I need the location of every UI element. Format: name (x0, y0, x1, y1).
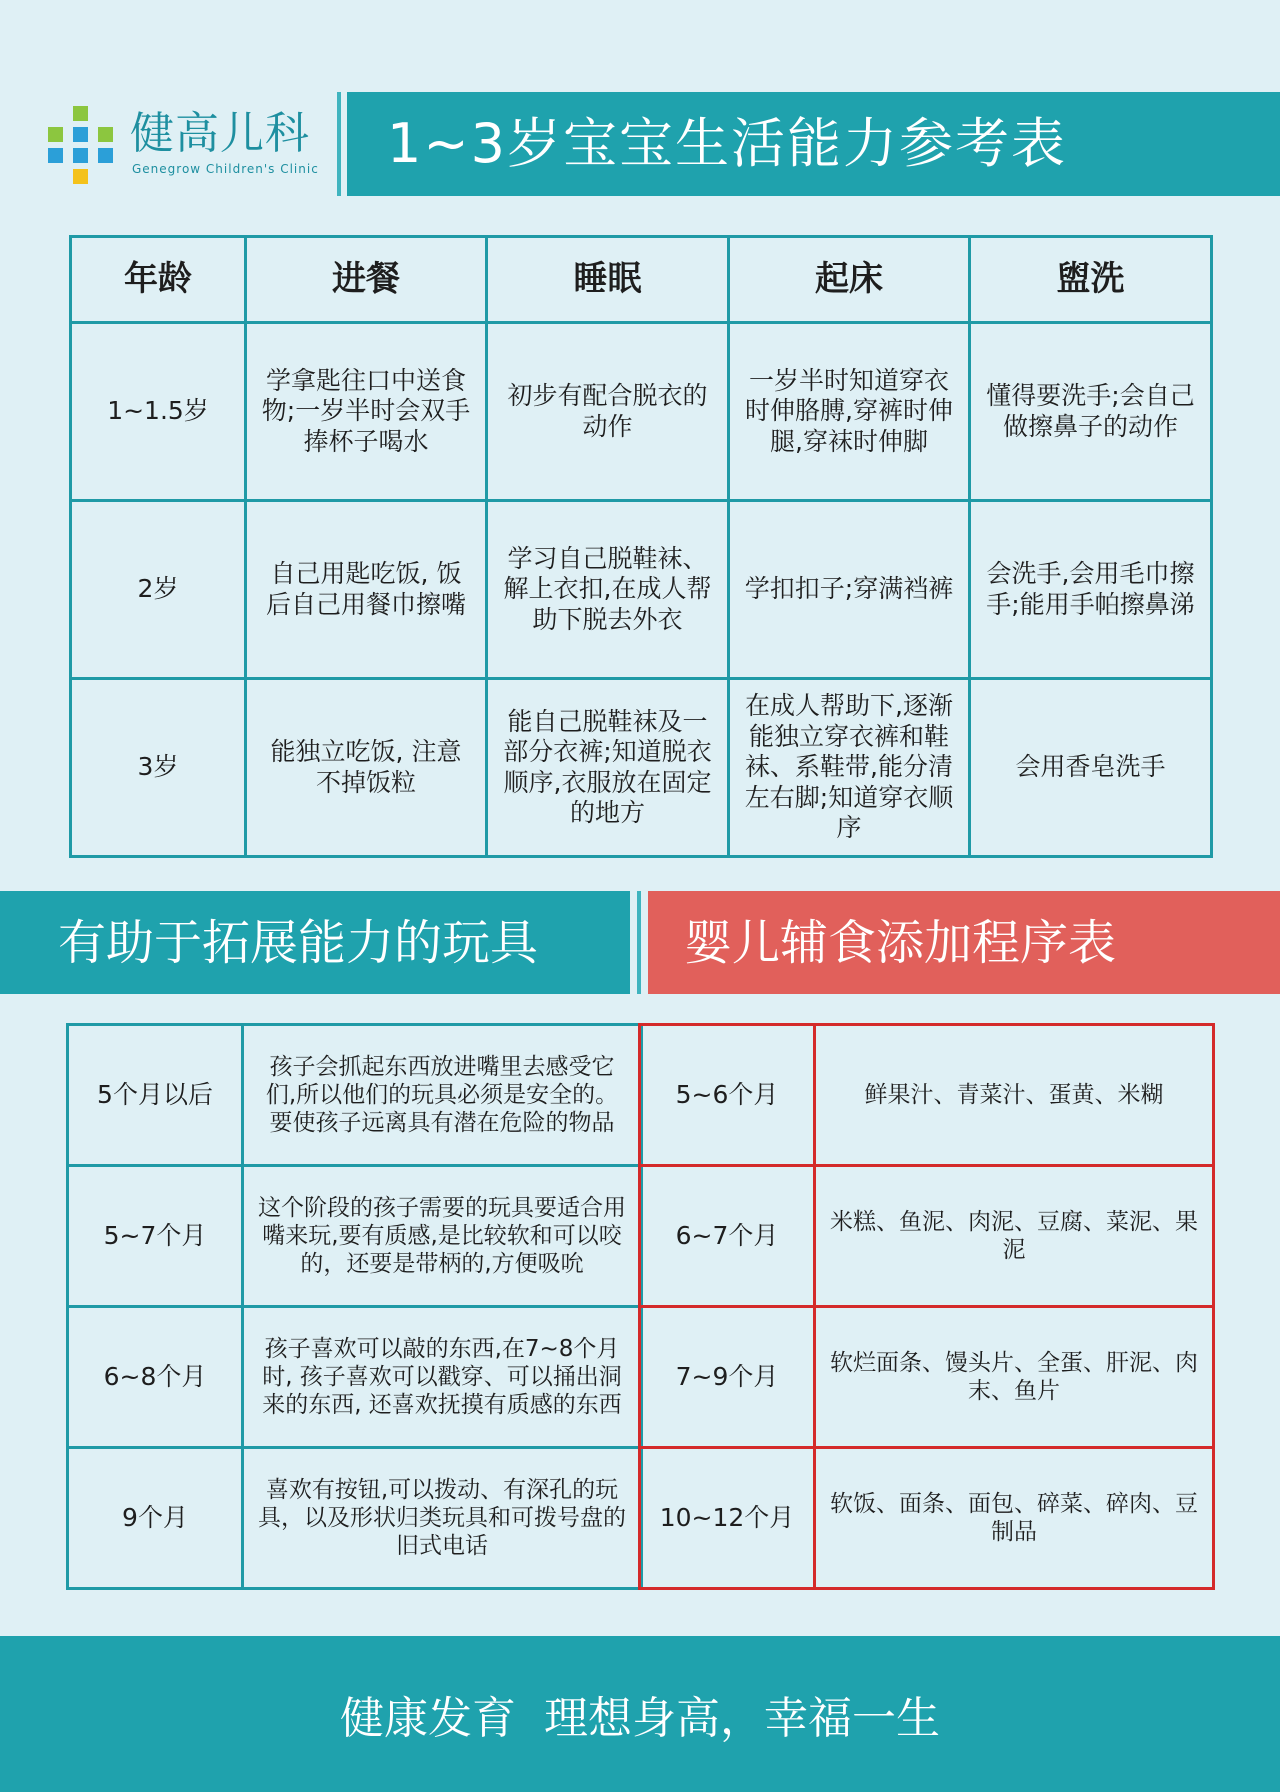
footer-banner (0, 1636, 1280, 1792)
toy-description-cell: 这个阶段的孩子需要的玩具要适合用嘴来玩,要有质感,是比较软和可以咬的，还要是带柄的,方便吸吮 (243, 1166, 642, 1307)
table-row (71, 679, 1212, 857)
ability-table (69, 235, 1213, 858)
header-sleeping: 睡眠 (487, 237, 729, 323)
getting-up-cell: 一岁半时知道穿衣时伸胳膊,穿裤时伸腿,穿袜时伸脚 (729, 323, 970, 501)
toy-description-cell: 孩子喜欢可以敲的东西,在7~8个月时, 孩子喜欢可以戳穿、可以捅出洞来的东西, 还喜欢抚摸有质感的东西 (243, 1307, 642, 1448)
eating-cell: 学拿匙往口中送食物;一岁半时会双手捧杯子喝水 (246, 323, 487, 501)
table-row (640, 1448, 1214, 1589)
toys-title: 有助于拓展能力的玩具 (58, 914, 539, 971)
food-cell: 鲜果汁、青菜汁、蛋黄、米糊 (815, 1025, 1214, 1166)
toy-description-cell: 孩子会抓起东西放进嘴里去感受它们,所以他们的玩具必须是安全的。要使孩子远离具有潜在危险的物品 (243, 1025, 642, 1166)
food-cell: 米糕、鱼泥、肉泥、豆腐、菜泥、果泥 (815, 1166, 1214, 1307)
table-row (68, 1166, 642, 1307)
washing-cell: 懂得要洗手;会自己做擦鼻子的动作 (970, 323, 1212, 501)
age-cell: 3岁 (71, 679, 246, 857)
table-row (71, 501, 1212, 679)
table-row (68, 1448, 642, 1589)
divider (637, 891, 641, 994)
food-cell: 软烂面条、馒头片、全蛋、肝泥、肉末、鱼片 (815, 1307, 1214, 1448)
divider (337, 92, 341, 196)
food-title-banner (648, 891, 1280, 994)
getting-up-cell: 学扣扣子;穿满裆裤 (729, 501, 970, 679)
washing-cell: 会洗手,会用毛巾擦手;能用手帕擦鼻涕 (970, 501, 1212, 679)
table-row (640, 1307, 1214, 1448)
sleeping-cell: 初步有配合脱衣的动作 (487, 323, 729, 501)
main-title: 1~3岁宝宝生活能力参考表 (387, 112, 1067, 175)
table-row (640, 1166, 1214, 1307)
age-cell: 5~6个月 (640, 1025, 815, 1166)
toy-description-cell: 喜欢有按钮,可以拨动、有深孔的玩具，以及形状归类玩具和可拨号盘的旧式电话 (243, 1448, 642, 1589)
age-cell: 2岁 (71, 501, 246, 679)
header-getting-up: 起床 (729, 237, 970, 323)
logo-name-en: Genegrow Children's Clinic (132, 162, 319, 176)
washing-cell: 会用香皂洗手 (970, 679, 1212, 857)
toys-table (66, 1023, 643, 1590)
table-row (68, 1025, 642, 1166)
age-cell: 6~7个月 (640, 1166, 815, 1307)
header-washing: 盥洗 (970, 237, 1212, 323)
age-cell: 7~9个月 (640, 1307, 815, 1448)
table-row (71, 323, 1212, 501)
table-row (68, 1307, 642, 1448)
age-cell: 5个月以后 (68, 1025, 243, 1166)
age-cell: 1~1.5岁 (71, 323, 246, 501)
getting-up-cell: 在成人帮助下,逐渐能独立穿衣裤和鞋袜、系鞋带,能分清左右脚;知道穿衣顺序 (729, 679, 970, 857)
main-title-banner (347, 92, 1280, 196)
age-cell: 5~7个月 (68, 1166, 243, 1307)
eating-cell: 自己用匙吃饭, 饭后自己用餐巾擦嘴 (246, 501, 487, 679)
age-cell: 10~12个月 (640, 1448, 815, 1589)
age-cell: 6~8个月 (68, 1307, 243, 1448)
logo-name-cn: 健高儿科 (130, 108, 310, 159)
sleeping-cell: 学习自己脱鞋袜、解上衣扣,在成人帮助下脱去外衣 (487, 501, 729, 679)
food-title: 婴儿辅食添加程序表 (684, 914, 1117, 971)
table-row (640, 1025, 1214, 1166)
clinic-logo (48, 104, 328, 184)
footer-slogan: 健康发育 理想身高，幸福一生 (340, 1693, 940, 1744)
plus-cross-icon (48, 106, 114, 184)
header-age: 年龄 (71, 237, 246, 323)
food-table (638, 1023, 1215, 1590)
food-cell: 软饭、面条、面包、碎菜、碎肉、豆制品 (815, 1448, 1214, 1589)
toys-title-banner (0, 891, 630, 994)
header-eating: 进餐 (246, 237, 487, 323)
sleeping-cell: 能自己脱鞋袜及一部分衣裤;知道脱衣顺序,衣服放在固定的地方 (487, 679, 729, 857)
eating-cell: 能独立吃饭, 注意不掉饭粒 (246, 679, 487, 857)
age-cell: 9个月 (68, 1448, 243, 1589)
